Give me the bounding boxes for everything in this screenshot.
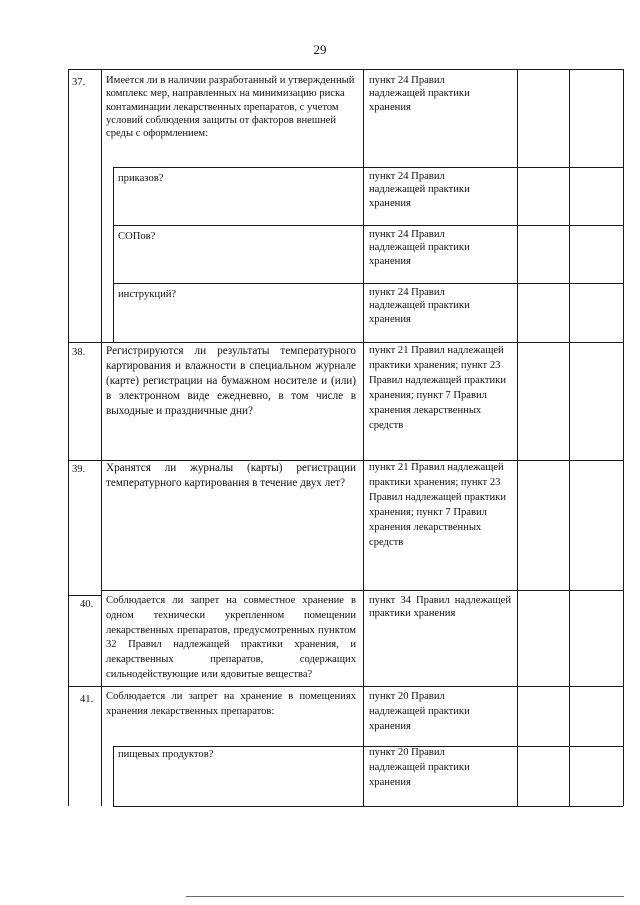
table-horizontal-rule	[113, 746, 623, 747]
row-41-number: 41.	[80, 694, 94, 705]
row-37b-reference: пункт 24 Правил надлежащей практики хранения	[369, 229, 470, 267]
row-39-question: Хранятся ли журналы (карты) регистрации температурного картирования в течение двух лет?	[106, 462, 356, 489]
row-37b-question: СОПов?	[118, 231, 156, 242]
table-vertical-rule	[623, 69, 624, 806]
row-37c-reference: пункт 24 Правил надлежащей практики хранения	[369, 287, 470, 325]
row-38-number: 38.	[72, 347, 86, 358]
table-horizontal-rule	[113, 167, 623, 168]
table-vertical-rule	[113, 746, 114, 806]
row-41a-reference: пункт 20 Правил надлежащей практики хранения	[369, 747, 470, 788]
row-37a-question: приказов?	[118, 173, 164, 184]
row-41-question: Соблюдается ли запрет на хранение в помещениях хранения лекарственных препаратов:	[106, 691, 356, 717]
table-horizontal-rule	[113, 283, 623, 284]
table-vertical-rule	[517, 69, 518, 806]
page-number: 29	[313, 42, 327, 57]
table-horizontal-rule	[113, 225, 623, 226]
row-41a-question: пищевых продуктов?	[118, 749, 214, 760]
row-38-reference: пункт 21 Правил надлежащей практики хранения; пункт 23 Правил надлежащей практики хранения; пункт 7 Правил хранения лекарственных средств	[369, 345, 506, 431]
table-vertical-rule	[569, 69, 570, 806]
table-horizontal-rule	[113, 806, 623, 807]
table-vertical-rule	[101, 69, 102, 806]
row-37-question: Имеется ли в наличии разработанный и утвержденный комплекс мер, направленных на минимизацию риска контаминации лекарственных препаратов, с учетом условий соблюдения защиты от факторов внешней среды с оформлением:	[106, 75, 355, 140]
row-39-reference: пункт 21 Правил надлежащей практики хранения; пункт 23 Правил надлежащей практики хранения; пункт 7 Правил хранения лекарственных средств	[369, 462, 506, 548]
row-37-number: 37.	[72, 77, 86, 88]
table-horizontal-rule	[68, 595, 101, 596]
table-horizontal-rule	[68, 342, 623, 343]
table-horizontal-rule	[101, 590, 623, 591]
row-37c-question: инструкций?	[118, 289, 177, 300]
row-37-reference: пункт 24 Правил надлежащей практики хранения	[369, 75, 470, 113]
table-horizontal-rule	[68, 686, 623, 687]
table-vertical-rule	[68, 69, 69, 806]
row-40-number: 40.	[80, 599, 94, 610]
page-bottom-edge	[186, 896, 624, 897]
row-40-reference: пункт 34 Правил надлежащей практики хранения	[369, 595, 511, 620]
table-horizontal-rule	[68, 69, 623, 70]
row-37a-reference: пункт 24 Правил надлежащей практики хранения	[369, 171, 470, 209]
row-38-question: Регистрируются ли результаты температурного картирования и влажности в специальном журнале (карте) регистрации на бумажном носителе и (или) в электронном виде ежедневно, в том числе в выходные и праздничные дни?	[106, 345, 356, 417]
row-40-question: Соблюдается ли запрет на совместное хранение в одном технически укрепленном помещении лекарственных препаратов, предусмотренных пунктом 32 Правил надлежащей практики хранения, и лекарственных препаратов, содержащих сильнодействующие или ядовитые вещества?	[106, 595, 356, 680]
table-vertical-rule	[113, 167, 114, 342]
row-41-reference: пункт 20 Правил надлежащей практики хранения	[369, 691, 470, 732]
row-39-number: 39.	[72, 464, 86, 475]
table-vertical-rule	[363, 69, 364, 806]
